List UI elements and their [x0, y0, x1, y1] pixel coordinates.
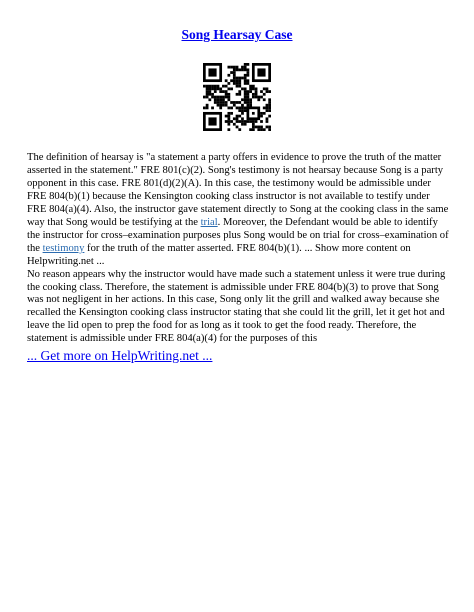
paragraph-1-text-a: The definition of hearsay is "a statement a party offers in evidence to prove the truth of the matter asserted in the statement." FRE 801(c)(2). Song's testimony is not hearsay because Song is a party opponent in this case. FRE 801(d)(2)(A). In this case, the testimony would be admissible under FRE 804(b)(1) because the Kensington cooking class instructor is not available to testify under FRE 804(a)(4). Also, the instructor gave statement directly to Song at the cooking class in the same way that Song would be testifying at the — [27, 152, 449, 228]
qr-code-icon — [203, 63, 271, 131]
testimony-link[interactable]: testimony — [42, 242, 85, 254]
paragraph-1 — [27, 152, 451, 269]
trial-link[interactable]: trial — [200, 216, 218, 228]
get-more-section — [27, 348, 212, 364]
paragraph-2: No reason appears why the instructor would have made such a statement unless it were true during the cooking class. Therefore, the statement is admissible under FRE 804(b)(3) to prove that Song was not negligent in her actions. In this case, Song only lit the grill and walked away because she recalled the Kensington cooking class instructor stating that she could lit the grill, let it get hot and leave the lid open to prep the food for as long as it took to get the food ready. Therefore, the statement is admissible under FRE 804(a)(4) for the purposes of this — [27, 268, 446, 345]
title-link[interactable]: Song Hearsay Case — [181, 27, 293, 42]
paragraph-1-text-c: for the truth of the matter asserted. FRE 804(b)(1). ... Show more content on Helpwriting.net ... — [27, 242, 411, 267]
paragraph-1-text-b: . Moreover, the Defendant would be able to identify the instructor for cross–examination purposes plus Song would be on trial for cross–examination of the — [27, 216, 449, 254]
document-body — [27, 152, 451, 346]
get-more-link[interactable]: ... Get more on HelpWriting.net ... — [27, 348, 213, 363]
document-title — [0, 27, 474, 43]
